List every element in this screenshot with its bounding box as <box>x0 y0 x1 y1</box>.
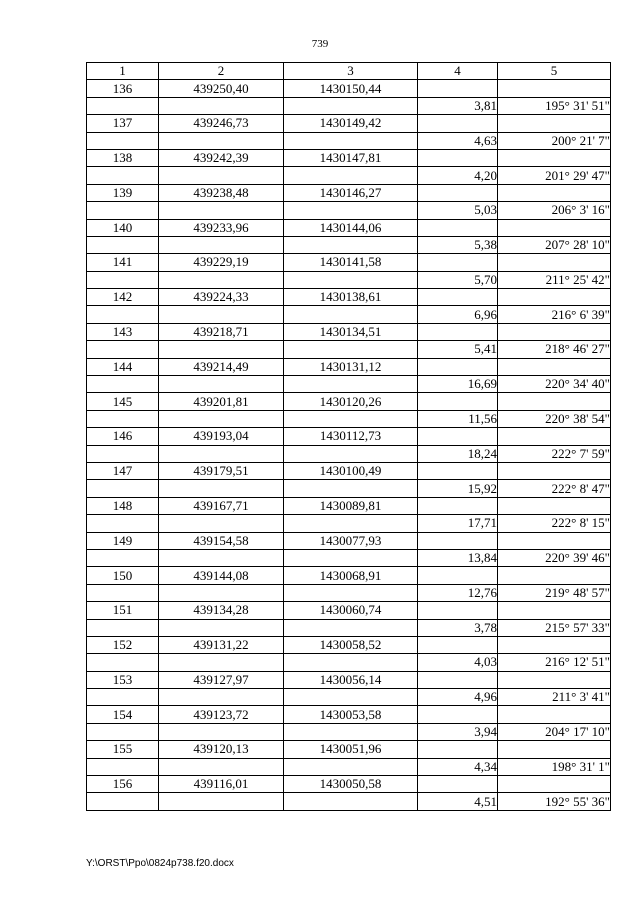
segment-length-cell: 4,63 <box>418 132 498 149</box>
empty-cell <box>284 758 418 775</box>
bearing-angle-cell: 195° 31' 51" <box>498 97 611 114</box>
empty-cell <box>418 636 498 653</box>
table-row <box>87 723 611 740</box>
empty-cell <box>87 793 159 810</box>
empty-cell <box>418 532 498 549</box>
empty-cell <box>159 132 284 149</box>
bearing-angle-cell: 222° 8' 15" <box>498 515 611 532</box>
x-coordinate-cell: 439246,73 <box>159 115 284 132</box>
segment-length-cell: 4,96 <box>418 689 498 706</box>
point-number-cell: 139 <box>87 184 159 201</box>
bearing-angle-cell: 192° 55' 36" <box>498 793 611 810</box>
empty-cell <box>418 706 498 723</box>
table-row <box>87 532 611 549</box>
empty-cell <box>159 97 284 114</box>
header-row <box>87 63 611 80</box>
segment-length-cell: 5,70 <box>418 271 498 288</box>
bearing-angle-cell: 218° 46' 27" <box>498 341 611 358</box>
bearing-angle-cell: 220° 38' 54" <box>498 410 611 427</box>
point-number-cell: 143 <box>87 323 159 340</box>
coordinates-table <box>86 62 611 811</box>
x-coordinate-cell: 439154,58 <box>159 532 284 549</box>
point-number-cell: 138 <box>87 149 159 166</box>
empty-cell <box>87 376 159 393</box>
bearing-angle-cell: 204° 17' 10" <box>498 723 611 740</box>
table-row <box>87 358 611 375</box>
table-row <box>87 80 611 97</box>
table-row <box>87 567 611 584</box>
empty-cell <box>87 758 159 775</box>
table-row <box>87 254 611 271</box>
empty-cell <box>498 602 611 619</box>
x-coordinate-cell: 439144,08 <box>159 567 284 584</box>
segment-length-cell: 5,38 <box>418 236 498 253</box>
empty-cell <box>159 167 284 184</box>
empty-cell <box>418 184 498 201</box>
empty-cell <box>284 723 418 740</box>
empty-cell <box>418 741 498 758</box>
table-row <box>87 689 611 706</box>
table-row <box>87 271 611 288</box>
point-number-cell: 142 <box>87 289 159 306</box>
empty-cell <box>87 202 159 219</box>
empty-cell <box>284 97 418 114</box>
empty-cell <box>159 723 284 740</box>
empty-cell <box>498 149 611 166</box>
empty-cell <box>418 428 498 445</box>
segment-length-cell: 6,96 <box>418 306 498 323</box>
empty-cell <box>284 376 418 393</box>
table-row <box>87 167 611 184</box>
bearing-angle-cell: 222° 8' 47" <box>498 480 611 497</box>
y-coordinate-cell: 1430060,74 <box>284 602 418 619</box>
empty-cell <box>418 671 498 688</box>
segment-length-cell: 3,94 <box>418 723 498 740</box>
x-coordinate-cell: 439179,51 <box>159 462 284 479</box>
x-coordinate-cell: 439214,49 <box>159 358 284 375</box>
empty-cell <box>498 80 611 97</box>
table-row <box>87 636 611 653</box>
y-coordinate-cell: 1430141,58 <box>284 254 418 271</box>
y-coordinate-cell: 1430120,26 <box>284 393 418 410</box>
empty-cell <box>87 271 159 288</box>
bearing-angle-cell: 206° 3' 16" <box>498 202 611 219</box>
empty-cell <box>418 149 498 166</box>
segment-length-cell: 3,78 <box>418 619 498 636</box>
empty-cell <box>498 741 611 758</box>
x-coordinate-cell: 439167,71 <box>159 497 284 514</box>
bearing-angle-cell: 201° 29' 47" <box>498 167 611 184</box>
bearing-angle-cell: 211° 3' 41" <box>498 689 611 706</box>
y-coordinate-cell: 1430150,44 <box>284 80 418 97</box>
point-number-cell: 153 <box>87 671 159 688</box>
table-row <box>87 619 611 636</box>
point-number-cell: 136 <box>87 80 159 97</box>
table-row <box>87 289 611 306</box>
bearing-angle-cell: 219° 48' 57" <box>498 584 611 601</box>
empty-cell <box>87 549 159 566</box>
bearing-angle-cell: 222° 7' 59" <box>498 445 611 462</box>
point-number-cell: 146 <box>87 428 159 445</box>
empty-cell <box>284 341 418 358</box>
empty-cell <box>284 236 418 253</box>
empty-cell <box>498 289 611 306</box>
empty-cell <box>418 776 498 793</box>
empty-cell <box>87 445 159 462</box>
bearing-angle-cell: 207° 28' 10" <box>498 236 611 253</box>
bearing-angle-cell: 216° 12' 51" <box>498 654 611 671</box>
point-number-cell: 151 <box>87 602 159 619</box>
empty-cell <box>87 167 159 184</box>
segment-length-cell: 5,03 <box>418 202 498 219</box>
empty-cell <box>498 671 611 688</box>
empty-cell <box>159 619 284 636</box>
point-number-cell: 145 <box>87 393 159 410</box>
empty-cell <box>87 132 159 149</box>
empty-cell <box>498 393 611 410</box>
x-coordinate-cell: 439218,71 <box>159 323 284 340</box>
empty-cell <box>284 410 418 427</box>
x-coordinate-cell: 439127,97 <box>159 671 284 688</box>
coordinates-table-container <box>86 62 610 811</box>
table-row <box>87 515 611 532</box>
point-number-cell: 140 <box>87 219 159 236</box>
table-row <box>87 306 611 323</box>
empty-cell <box>159 480 284 497</box>
empty-cell <box>498 219 611 236</box>
segment-length-cell: 13,84 <box>418 549 498 566</box>
segment-length-cell: 18,24 <box>418 445 498 462</box>
empty-cell <box>159 758 284 775</box>
empty-cell <box>418 254 498 271</box>
empty-cell <box>159 376 284 393</box>
empty-cell <box>498 636 611 653</box>
x-coordinate-cell: 439123,72 <box>159 706 284 723</box>
empty-cell <box>418 567 498 584</box>
table-row <box>87 445 611 462</box>
point-number-cell: 148 <box>87 497 159 514</box>
empty-cell <box>284 132 418 149</box>
y-coordinate-cell: 1430089,81 <box>284 497 418 514</box>
segment-length-cell: 4,20 <box>418 167 498 184</box>
bearing-angle-cell: 200° 21' 7" <box>498 132 611 149</box>
y-coordinate-cell: 1430058,52 <box>284 636 418 653</box>
table-row <box>87 776 611 793</box>
y-coordinate-cell: 1430077,93 <box>284 532 418 549</box>
empty-cell <box>498 776 611 793</box>
empty-cell <box>498 462 611 479</box>
empty-cell <box>159 515 284 532</box>
table-row <box>87 706 611 723</box>
empty-cell <box>284 584 418 601</box>
segment-length-cell: 16,69 <box>418 376 498 393</box>
column-header: 1 <box>87 63 159 80</box>
point-number-cell: 155 <box>87 741 159 758</box>
column-header: 5 <box>498 63 611 80</box>
segment-length-cell: 4,34 <box>418 758 498 775</box>
empty-cell <box>284 654 418 671</box>
empty-cell <box>284 480 418 497</box>
empty-cell <box>87 584 159 601</box>
empty-cell <box>87 236 159 253</box>
empty-cell <box>87 619 159 636</box>
table-row <box>87 549 611 566</box>
segment-length-cell: 5,41 <box>418 341 498 358</box>
x-coordinate-cell: 439224,33 <box>159 289 284 306</box>
point-number-cell: 156 <box>87 776 159 793</box>
empty-cell <box>159 654 284 671</box>
y-coordinate-cell: 1430149,42 <box>284 115 418 132</box>
empty-cell <box>498 497 611 514</box>
empty-cell <box>498 115 611 132</box>
empty-cell <box>498 254 611 271</box>
empty-cell <box>87 410 159 427</box>
empty-cell <box>284 202 418 219</box>
empty-cell <box>284 549 418 566</box>
table-row <box>87 202 611 219</box>
empty-cell <box>159 793 284 810</box>
empty-cell <box>87 654 159 671</box>
empty-cell <box>284 793 418 810</box>
x-coordinate-cell: 439134,28 <box>159 602 284 619</box>
table-row <box>87 219 611 236</box>
empty-cell <box>87 723 159 740</box>
y-coordinate-cell: 1430056,14 <box>284 671 418 688</box>
empty-cell <box>159 689 284 706</box>
empty-cell <box>418 115 498 132</box>
point-number-cell: 152 <box>87 636 159 653</box>
table-row <box>87 793 611 810</box>
empty-cell <box>87 515 159 532</box>
table-row <box>87 602 611 619</box>
column-header: 2 <box>159 63 284 80</box>
x-coordinate-cell: 439250,40 <box>159 80 284 97</box>
empty-cell <box>159 549 284 566</box>
empty-cell <box>87 306 159 323</box>
table-row <box>87 462 611 479</box>
empty-cell <box>87 97 159 114</box>
column-header: 3 <box>284 63 418 80</box>
bearing-angle-cell: 220° 39' 46" <box>498 549 611 566</box>
point-number-cell: 150 <box>87 567 159 584</box>
segment-length-cell: 4,03 <box>418 654 498 671</box>
empty-cell <box>159 341 284 358</box>
x-coordinate-cell: 439201,81 <box>159 393 284 410</box>
table-row <box>87 149 611 166</box>
table-row <box>87 584 611 601</box>
empty-cell <box>498 567 611 584</box>
empty-cell <box>418 323 498 340</box>
empty-cell <box>418 497 498 514</box>
empty-cell <box>87 341 159 358</box>
table-row <box>87 480 611 497</box>
empty-cell <box>284 689 418 706</box>
y-coordinate-cell: 1430147,81 <box>284 149 418 166</box>
column-header: 4 <box>418 63 498 80</box>
y-coordinate-cell: 1430050,58 <box>284 776 418 793</box>
point-number-cell: 154 <box>87 706 159 723</box>
bearing-angle-cell: 215° 57' 33" <box>498 619 611 636</box>
point-number-cell: 137 <box>87 115 159 132</box>
point-number-cell: 144 <box>87 358 159 375</box>
y-coordinate-cell: 1430112,73 <box>284 428 418 445</box>
y-coordinate-cell: 1430134,51 <box>284 323 418 340</box>
segment-length-cell: 15,92 <box>418 480 498 497</box>
y-coordinate-cell: 1430144,06 <box>284 219 418 236</box>
y-coordinate-cell: 1430146,27 <box>284 184 418 201</box>
x-coordinate-cell: 439193,04 <box>159 428 284 445</box>
table-row <box>87 97 611 114</box>
y-coordinate-cell: 1430131,12 <box>284 358 418 375</box>
empty-cell <box>498 358 611 375</box>
page-number: 739 <box>311 38 329 50</box>
table-row <box>87 410 611 427</box>
x-coordinate-cell: 439131,22 <box>159 636 284 653</box>
segment-length-cell: 11,56 <box>418 410 498 427</box>
footer-file-path: Y:\ORST\Ppo\0824p738.f20.docx <box>86 858 234 869</box>
empty-cell <box>87 689 159 706</box>
bearing-angle-cell: 211° 25' 42" <box>498 271 611 288</box>
segment-length-cell: 17,71 <box>418 515 498 532</box>
y-coordinate-cell: 1430051,96 <box>284 741 418 758</box>
point-number-cell: 149 <box>87 532 159 549</box>
empty-cell <box>159 410 284 427</box>
table-row <box>87 497 611 514</box>
empty-cell <box>87 480 159 497</box>
empty-cell <box>284 167 418 184</box>
table-row <box>87 393 611 410</box>
empty-cell <box>159 306 284 323</box>
empty-cell <box>159 445 284 462</box>
empty-cell <box>498 184 611 201</box>
empty-cell <box>284 271 418 288</box>
empty-cell <box>284 445 418 462</box>
empty-cell <box>159 236 284 253</box>
point-number-cell: 141 <box>87 254 159 271</box>
y-coordinate-cell: 1430138,61 <box>284 289 418 306</box>
table-row <box>87 758 611 775</box>
x-coordinate-cell: 439116,01 <box>159 776 284 793</box>
empty-cell <box>418 219 498 236</box>
table-row <box>87 428 611 445</box>
point-number-cell: 147 <box>87 462 159 479</box>
empty-cell <box>498 706 611 723</box>
empty-cell <box>418 602 498 619</box>
y-coordinate-cell: 1430100,49 <box>284 462 418 479</box>
empty-cell <box>418 462 498 479</box>
table-row <box>87 654 611 671</box>
y-coordinate-cell: 1430053,58 <box>284 706 418 723</box>
empty-cell <box>498 532 611 549</box>
table-row <box>87 236 611 253</box>
empty-cell <box>284 619 418 636</box>
bearing-angle-cell: 216° 6' 39" <box>498 306 611 323</box>
bearing-angle-cell: 198° 31' 1" <box>498 758 611 775</box>
table-body <box>87 80 611 810</box>
table-row <box>87 341 611 358</box>
empty-cell <box>418 289 498 306</box>
empty-cell <box>159 271 284 288</box>
empty-cell <box>498 428 611 445</box>
segment-length-cell: 4,51 <box>418 793 498 810</box>
table-row <box>87 376 611 393</box>
x-coordinate-cell: 439229,19 <box>159 254 284 271</box>
empty-cell <box>284 515 418 532</box>
empty-cell <box>418 80 498 97</box>
table-row <box>87 671 611 688</box>
table-row <box>87 115 611 132</box>
x-coordinate-cell: 439238,48 <box>159 184 284 201</box>
bearing-angle-cell: 220° 34' 40" <box>498 376 611 393</box>
segment-length-cell: 12,76 <box>418 584 498 601</box>
empty-cell <box>498 323 611 340</box>
empty-cell <box>418 358 498 375</box>
x-coordinate-cell: 439233,96 <box>159 219 284 236</box>
y-coordinate-cell: 1430068,91 <box>284 567 418 584</box>
table-row <box>87 184 611 201</box>
table-row <box>87 741 611 758</box>
segment-length-cell: 3,81 <box>418 97 498 114</box>
empty-cell <box>418 393 498 410</box>
x-coordinate-cell: 439120,13 <box>159 741 284 758</box>
empty-cell <box>159 202 284 219</box>
table-row <box>87 323 611 340</box>
empty-cell <box>284 306 418 323</box>
x-coordinate-cell: 439242,39 <box>159 149 284 166</box>
table-row <box>87 132 611 149</box>
empty-cell <box>159 584 284 601</box>
